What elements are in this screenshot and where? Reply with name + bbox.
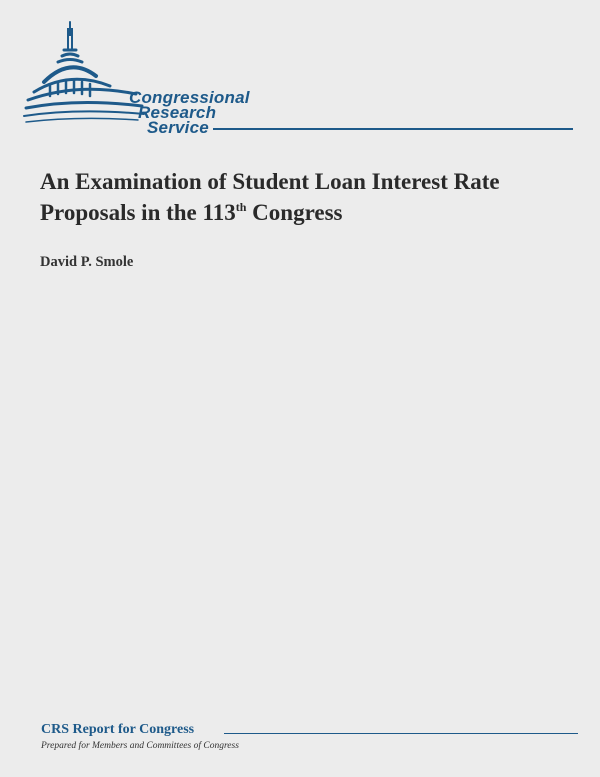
crs-report-label: CRS Report for Congress bbox=[41, 722, 195, 737]
author-name: David P. Smole bbox=[40, 254, 134, 270]
title-line-2-prefix: Proposals in the 113 bbox=[40, 200, 236, 225]
header-rule bbox=[213, 128, 573, 130]
logo-text-research: Research bbox=[138, 103, 217, 122]
logo-text-service: Service bbox=[147, 118, 209, 137]
crs-logo bbox=[18, 16, 578, 140]
report-title bbox=[40, 166, 580, 228]
title-line-1: An Examination of Student Loan Interest Rate bbox=[40, 169, 500, 194]
title-line-2 bbox=[40, 197, 580, 228]
prepared-for-text: Prepared for Members and Committees of Congress bbox=[41, 741, 239, 751]
footer-rule bbox=[224, 733, 578, 734]
title-ordinal-suffix: th bbox=[235, 200, 247, 214]
logo-text-congressional: Congressional bbox=[129, 88, 250, 107]
title-line-2-suffix: Congress bbox=[246, 200, 343, 225]
capitol-dome-icon bbox=[18, 16, 148, 140]
